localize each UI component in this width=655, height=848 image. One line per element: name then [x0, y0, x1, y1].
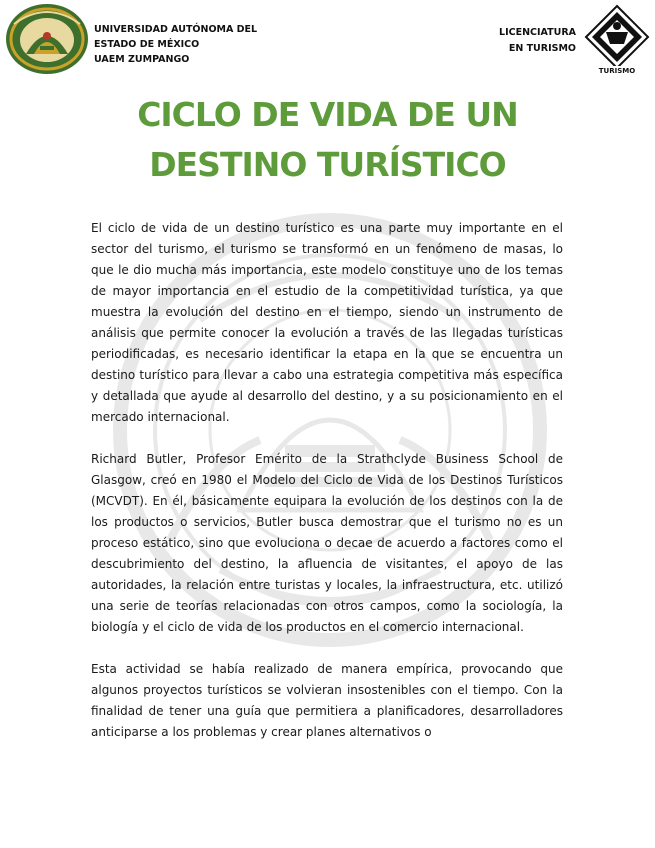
body-paragraph-1: El ciclo de vida de un destino turístico es una parte muy importante en el sector del turismo, el turismo se transformó en un fenómeno de masas, lo que le dio mucha más importancia, este modelo constituye uno de los temas de mayor importancia en el estudio de la competitividad turística, ya que muestra la evolución del destino en el tiempo, siendo un instrumento de análisis que permite conocer la evolución a través de las llegadas turísticas periodificadas, es necesario identificar la etapa en la que se encuentra un destino turístico para llevar a cabo una estrategia competitiva más específica y detallada que ayude al desarrollo del destino, y a su posicionamiento en el mercado internacional.	[91, 221, 563, 424]
body-paragraph-2: Richard Butler, Profesor Emérito de la Strathclyde Business School de Glasgow, creó en 1980 el Modelo del Ciclo de Vida de los Destinos Turísticos (MCVDT). En él, básicamente equipara la evolución de los destinos con la de los productos o servicios, Butler busca demostrar que el turismo no es un proceso estático, sino que evoluciona o decae de acuerdo a factores como el descubrimiento del destino, la afluencia de visitantes, el apoyo de las autoridades, la relación entre turistas y locales, la infraestructura, etc. utilizó una serie de teorías relacionadas con otros campos, como la sociología, la biología y el ciclo de vida de los productos en el comercio internacional.	[91, 452, 563, 634]
university-name-line-3: UAEM ZUMPANGO	[94, 54, 190, 65]
document-body	[91, 218, 563, 764]
program-name-line-1: LICENCIATURA	[499, 27, 576, 38]
university-name-line-2: ESTADO DE MÉXICO	[94, 39, 200, 50]
document-header	[0, 0, 655, 90]
body-paragraph-3: Esta actividad se había realizado de manera empírica, provocando que algunos proyectos turísticos se volvieran insostenibles con el tiempo. Con la finalidad de tener una guía que permitiera a planificadores, desarrolladores anticiparse a los problemas y crear planes alternativos o	[91, 662, 563, 739]
document-title: CICLO DE VIDA DE UN DESTINO TURÍSTICO	[137, 95, 518, 184]
university-name-line-1: UNIVERSIDAD AUTÓNOMA DEL	[94, 24, 258, 35]
uaem-seal-icon	[4, 2, 90, 76]
university-name	[94, 22, 324, 67]
program-name	[436, 25, 576, 57]
turismo-logo-icon	[584, 4, 650, 76]
program-name-line-2: EN TURISMO	[508, 43, 576, 54]
svg-text:TURISMO: TURISMO	[598, 67, 636, 75]
